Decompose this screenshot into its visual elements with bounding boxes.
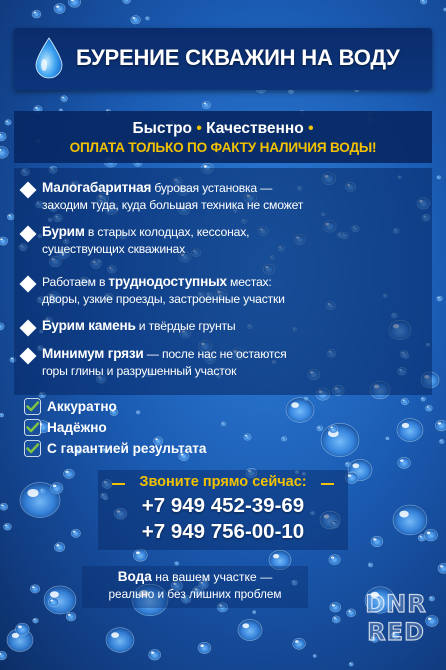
- tagline-separator-end: •: [308, 120, 314, 137]
- feature-line: [42, 274, 272, 289]
- page-title: БУРЕНИЕ СКВАЖИН НА ВОДУ: [76, 45, 400, 70]
- checklist-item: [24, 396, 117, 416]
- watermark-line-1: DNR: [365, 590, 427, 618]
- feature-line-2: горы глины и разрушенный участок: [42, 364, 237, 378]
- feature-line-2: дворы, узкие проезды, застроенные участки: [42, 292, 285, 306]
- slogan-bold: Вода: [117, 569, 152, 584]
- call-now-heading: Звоните прямо сейчас:: [139, 474, 307, 490]
- checklist-item: [24, 417, 107, 437]
- title-banner: [14, 28, 432, 90]
- water-drop-icon: [34, 37, 64, 79]
- contact-block: [98, 470, 348, 550]
- checkmark-icon: [24, 419, 41, 436]
- tagline-word-fast: Быстро: [132, 120, 193, 137]
- slogan-line-2: реально и без лишних проблем: [108, 587, 282, 601]
- tagline-separator: •: [196, 120, 202, 137]
- checkmark-icon: [24, 440, 41, 457]
- feature-bold: труднодоступных: [108, 274, 227, 289]
- tagline-panel: [14, 111, 432, 163]
- watermark-logo: [358, 590, 434, 650]
- checklist-text: Надёжно: [47, 419, 107, 435]
- checklist-text: С гарантией результата: [47, 440, 207, 456]
- diamond-bullet-icon: [20, 226, 37, 243]
- phone-link[interactable]: +7 949 452-39-69: [141, 494, 305, 517]
- feature-line-2: существующих скважинах: [42, 242, 185, 256]
- tagline: [14, 120, 432, 138]
- slogan-line-1: [82, 569, 308, 584]
- features-list: [14, 168, 432, 395]
- feature-line: [42, 224, 249, 239]
- feature-line-2: заходим туда, куда большая техника не сможет: [42, 198, 304, 212]
- diamond-bullet-icon: [20, 320, 37, 337]
- feature-bold: Минимум грязи: [42, 346, 144, 361]
- slogan-text: на вашем участке —: [151, 570, 273, 584]
- feature-text: буровая установка —: [151, 181, 273, 195]
- feature-bold: Бурим камень: [42, 318, 136, 333]
- checkmark-icon: [24, 398, 41, 415]
- diamond-bullet-icon: [20, 348, 37, 365]
- payment-note: ОПЛАТА ТОЛЬКО ПО ФАКТУ НАЛИЧИЯ ВОДЫ!: [69, 140, 377, 155]
- dash-decoration: [321, 483, 334, 485]
- phone-link[interactable]: +7 949 756-00-10: [141, 520, 305, 543]
- checklist-item: [24, 438, 207, 458]
- feature-text: — после нас не остаются: [143, 347, 287, 361]
- feature-text: и твёрдые грунты: [135, 319, 236, 333]
- closing-slogan: [82, 566, 308, 608]
- watermark-line-2: RED: [367, 618, 425, 646]
- feature-text: местах:: [226, 275, 272, 289]
- feature-line: [42, 180, 272, 195]
- feature-line: [42, 346, 286, 361]
- feature-line: [42, 318, 235, 333]
- tagline-word-quality: Качественно: [206, 120, 304, 137]
- checklist-text: Аккуратно: [47, 398, 117, 414]
- feature-text: в старых колодцах, кессонах,: [84, 225, 250, 239]
- feature-pre: Работаем в: [42, 275, 109, 289]
- feature-bold: Малогабаритная: [42, 180, 152, 195]
- feature-bold: Бурим: [42, 224, 85, 239]
- benefits-checklist: [14, 396, 214, 460]
- diamond-bullet-icon: [20, 182, 37, 199]
- diamond-bullet-icon: [20, 276, 37, 293]
